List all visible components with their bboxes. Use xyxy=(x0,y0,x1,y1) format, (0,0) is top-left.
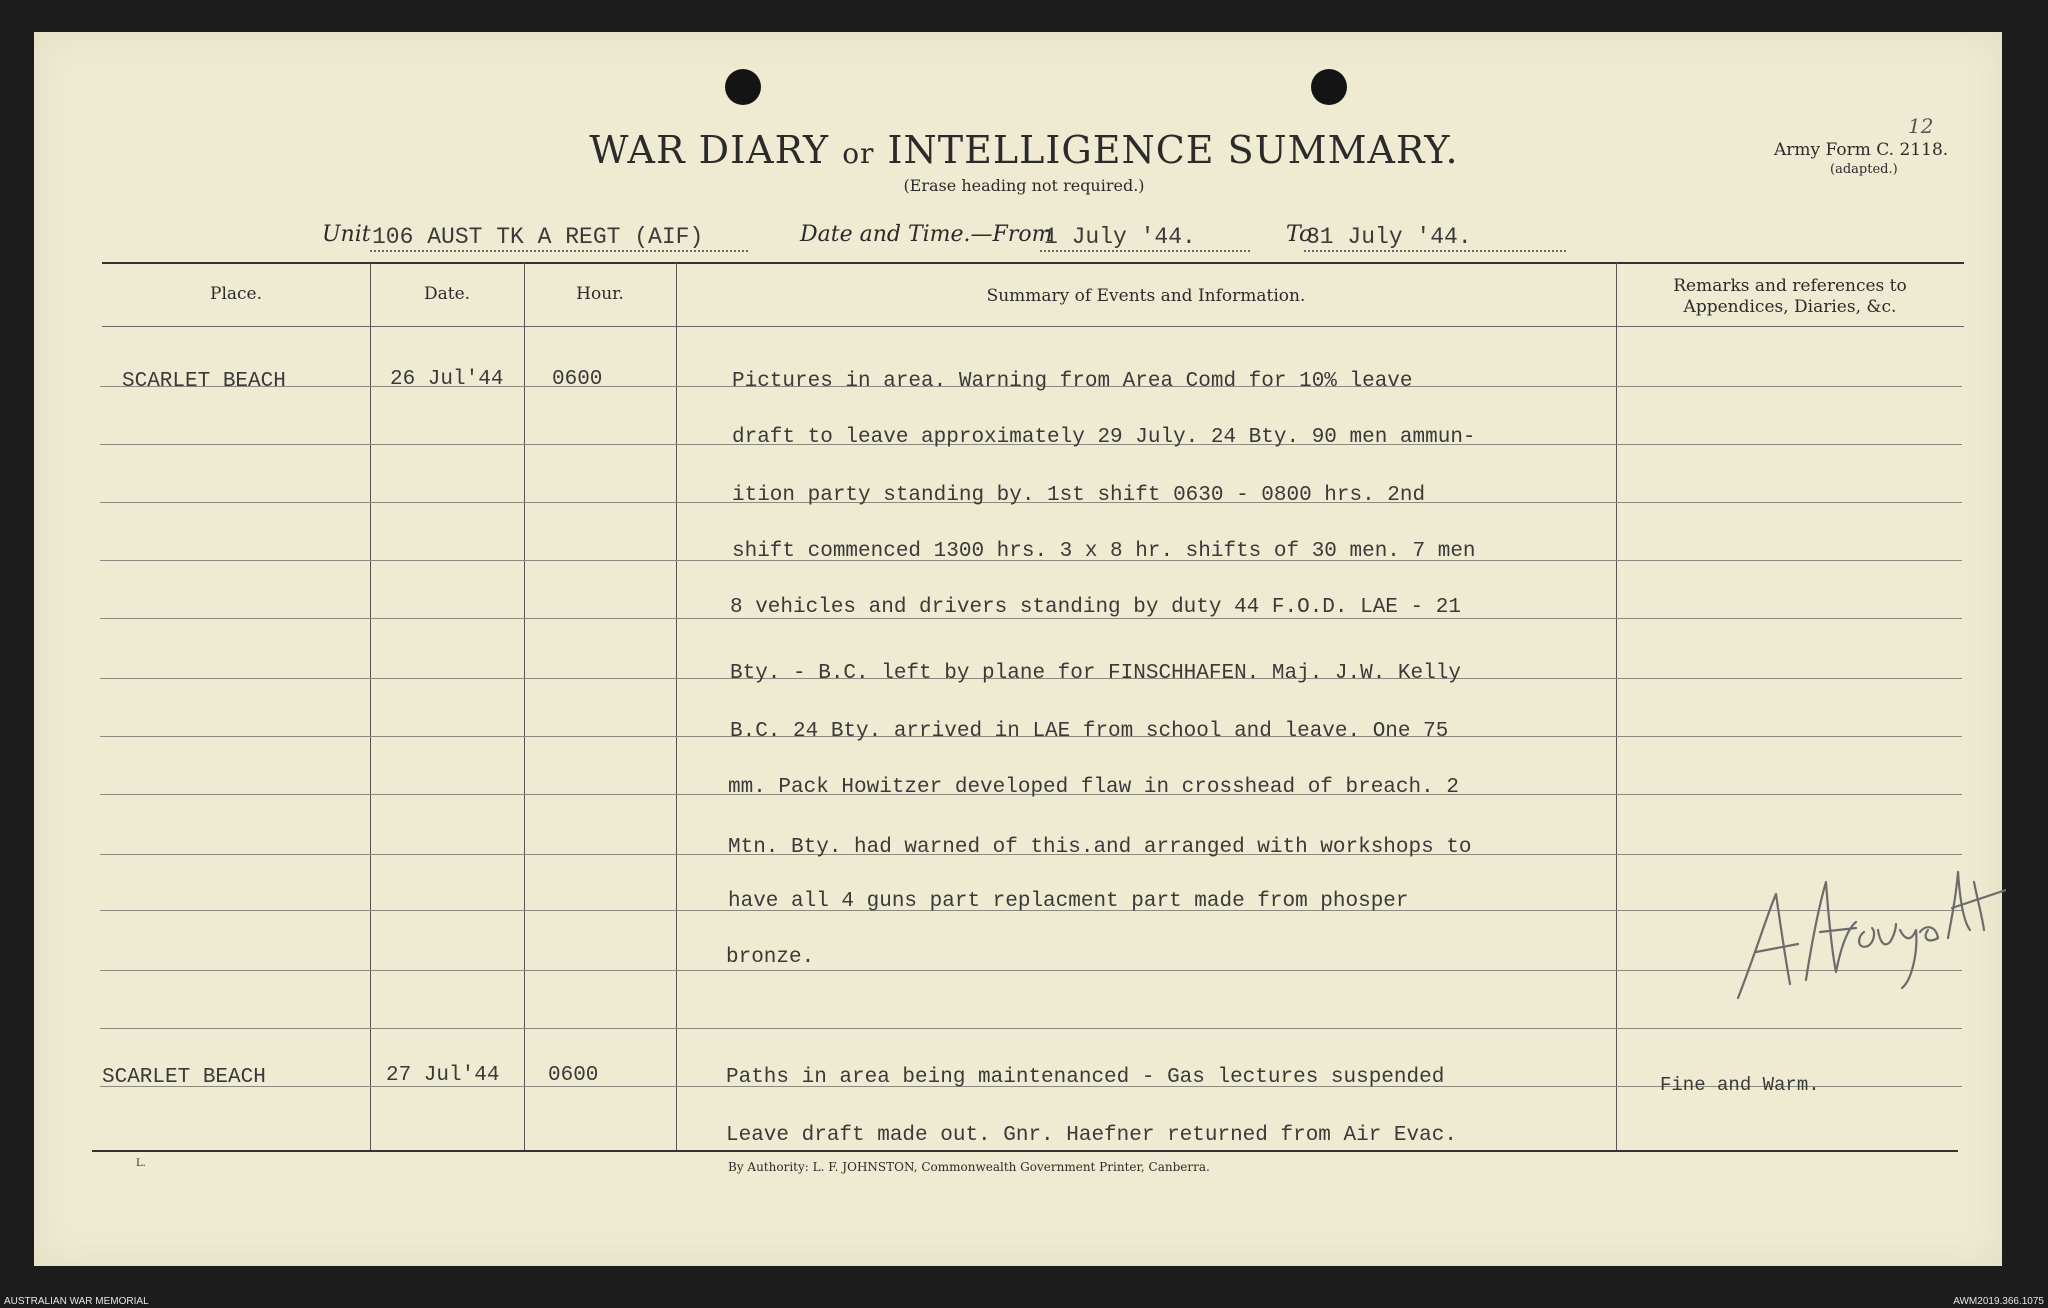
entry-1-date: 26 Jul'44 xyxy=(390,368,504,391)
entry-2-line: Paths in area being maintenanced - Gas lectures suspended xyxy=(726,1066,1445,1089)
archive-credit: AUSTRALIAN WAR MEMORIAL xyxy=(4,1296,149,1307)
handwritten-signature xyxy=(1716,812,2006,1012)
table-top-rule xyxy=(102,262,1964,264)
entry-1-line: have all 4 guns part replacment part made from phosper xyxy=(728,890,1409,913)
form-subtitle: (Erase heading not required.) xyxy=(903,176,1145,195)
entry-1-place: SCARLET BEACH xyxy=(122,370,286,393)
entry-1-line: ition party standing by. 1st shift 0630 - 0800 hrs. 2nd xyxy=(732,484,1426,507)
col-header-place: Place. xyxy=(210,284,262,304)
to-dotline xyxy=(1304,250,1566,252)
title-war-diary: WAR DIARY xyxy=(589,128,830,172)
entry-2-date: 27 Jul'44 xyxy=(386,1064,500,1087)
table-bottom-rule xyxy=(92,1150,1958,1152)
entry-1-line: bronze. xyxy=(726,946,815,969)
from-date-value: 1 July '44. xyxy=(1044,224,1196,250)
col-header-hour: Hour. xyxy=(576,284,624,304)
entry-1-line: shift commenced 1300 hrs. 3 x 8 hr. shifts of 30 men. 7 men xyxy=(732,540,1476,563)
entry-2-hour: 0600 xyxy=(548,1064,599,1087)
table-header-rule xyxy=(102,326,1964,327)
entry-2-line: Leave draft made out. Gnr. Haefner returned from Air Evac. xyxy=(726,1124,1457,1147)
unit-value: 106 AUST TK A REGT (AIF) xyxy=(372,224,704,250)
entry-2-remarks: Fine and Warm. xyxy=(1660,1074,1820,1096)
entry-1-line: B.C. 24 Bty. arrived in LAE from school and leave. One 75 xyxy=(730,720,1449,743)
col-header-remarks xyxy=(1616,276,1964,318)
title-intelligence-summary: INTELLIGENCE SUMMARY. xyxy=(887,128,1459,172)
unit-label: Unit xyxy=(322,222,371,247)
col-divider-summary xyxy=(1616,263,1617,1150)
army-form-note: (adapted.) xyxy=(1830,162,1898,177)
col-header-remarks-line1: Remarks and references to xyxy=(1673,276,1907,296)
printer-authority: By Authority: L. F. JOHNSTON, Commonwealth Government Printer, Canberra. xyxy=(728,1160,1210,1174)
entry-1-line: Bty. - B.C. left by plane for FINSCHHAFEN. Maj. J.W. Kelly xyxy=(730,662,1461,685)
unit-dotline xyxy=(370,250,748,252)
col-divider-date xyxy=(524,263,525,1150)
entry-1-line: mm. Pack Howitzer developed flaw in crosshead of breach. 2 xyxy=(728,776,1459,799)
ruled-line xyxy=(100,970,1962,971)
entry-2-place: SCARLET BEACH xyxy=(102,1066,266,1089)
date-time-label: Date and Time.—From xyxy=(800,222,1053,247)
entry-1-line: 8 vehicles and drivers standing by duty 44 F.O.D. LAE - 21 xyxy=(730,596,1461,619)
title-or: or xyxy=(842,137,875,170)
to-date-value: 31 July '44. xyxy=(1306,224,1472,250)
page-number: 12 xyxy=(1908,114,1934,138)
archive-reference: AWM2019.366.1075 xyxy=(1953,1296,2044,1307)
col-divider-hour xyxy=(676,263,677,1150)
footer-mark: L. xyxy=(136,1158,146,1169)
entry-1-line: Mtn. Bty. had warned of this.and arranged with workshops to xyxy=(728,836,1472,859)
army-form-number: Army Form C. 2118. xyxy=(1774,140,1949,160)
from-dotline xyxy=(1040,250,1250,252)
form-title xyxy=(0,128,2048,172)
punch-hole-left xyxy=(725,69,761,105)
punch-hole-right xyxy=(1311,69,1347,105)
col-header-remarks-line2: Appendices, Diaries, &c. xyxy=(1683,297,1897,317)
col-divider-place xyxy=(370,263,371,1150)
ruled-line xyxy=(100,1028,1962,1029)
col-header-summary: Summary of Events and Information. xyxy=(986,286,1306,306)
to-label: To xyxy=(1286,222,1313,247)
col-header-date: Date. xyxy=(423,284,471,304)
entry-1-hour: 0600 xyxy=(552,368,603,391)
entry-1-line: Pictures in area. Warning from Area Comd for 10% leave xyxy=(732,370,1413,393)
entry-1-line: draft to leave approximately 29 July. 24 Bty. 90 men ammun- xyxy=(732,426,1476,449)
